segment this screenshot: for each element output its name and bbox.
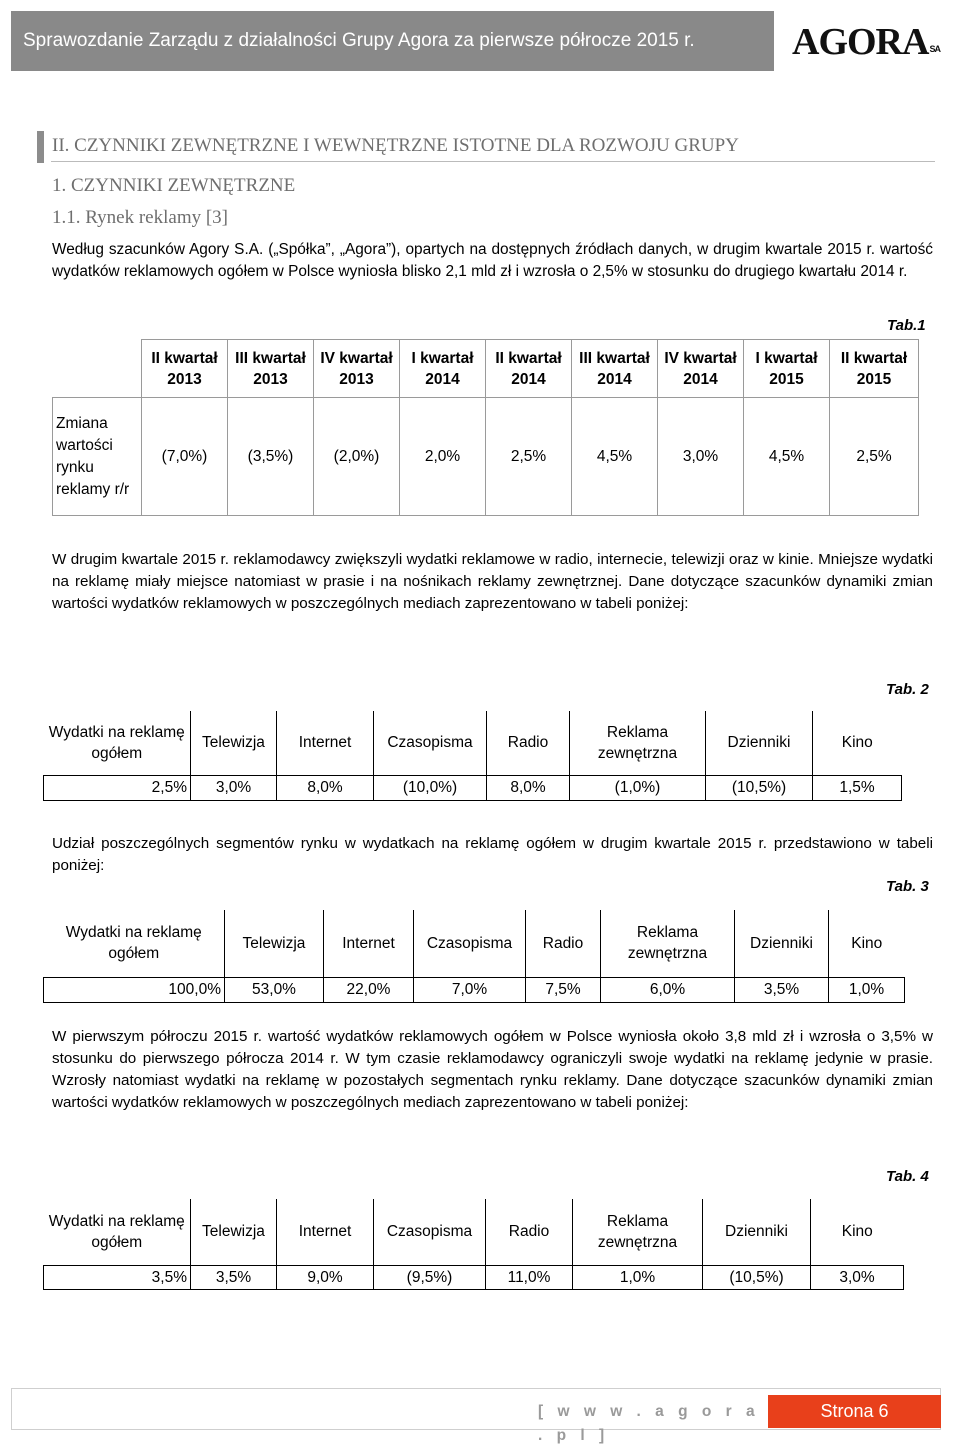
column-header: III kwartał 2013 — [228, 340, 314, 398]
page-number: Strona 6 — [768, 1395, 941, 1428]
paragraph-q2-media: W drugim kwartale 2015 r. reklamodawcy zwiększyli wydatki reklamowe w radio, internecie, telewizji oraz w kinie. Mniejsze wydatki na reklamę miały miejsce natomiast w prasie i na nośnikach reklamy zewnętrznej. Dane dotyczące szacunków dynamiki zmian wartości wydatków reklamowych w poszczególnych mediach zaprezentowano w tabeli poniżej: — [52, 551, 933, 612]
table-cell: (9,5%) — [374, 1265, 486, 1289]
column-header: Internet — [277, 711, 374, 775]
table-cell: 9,0% — [277, 1265, 374, 1289]
table-cell: 2,5% — [44, 775, 191, 800]
section-marker — [37, 131, 44, 163]
table-cell: 53,0% — [225, 977, 324, 1002]
table-cell: 1,0% — [829, 977, 905, 1002]
column-header: Dzienniki — [703, 1199, 811, 1265]
section-heading: II. CZYNNIKI ZEWNĘTRZNE I WEWNĘTRZNE ISTOTNE DLA ROZWOJU GRUPY — [52, 135, 739, 156]
corner-cell — [53, 340, 142, 398]
table-cell: 7,5% — [526, 977, 601, 1002]
column-header: Internet — [324, 910, 414, 977]
table-cell: 8,0% — [277, 775, 374, 800]
column-header: Dzienniki — [735, 910, 829, 977]
table-cell: 3,0% — [191, 775, 277, 800]
table-cell: (10,5%) — [706, 775, 813, 800]
table-cell: (2,0%) — [314, 398, 400, 516]
column-header: Dzienniki — [706, 711, 813, 775]
table-cell: 2,0% — [400, 398, 486, 516]
table-cell: 8,0% — [487, 775, 570, 800]
column-header: Kino — [829, 910, 905, 977]
table-cell: 4,5% — [744, 398, 830, 516]
table-cell: 3,5% — [44, 1265, 191, 1289]
column-header: Reklama zewnętrzna — [601, 910, 735, 977]
document-title: Sprawozdanie Zarządu z działalności Grupy Agora za pierwsze półrocze 2015 r. — [23, 30, 695, 51]
table-cell: 2,5% — [830, 398, 919, 516]
table-cell: 7,0% — [414, 977, 526, 1002]
table-cell: 3,5% — [735, 977, 829, 1002]
table-cell: 1,5% — [813, 775, 902, 800]
column-header: Radio — [487, 711, 570, 775]
table-cell: 3,5% — [191, 1265, 277, 1289]
table-cell: 3,0% — [658, 398, 744, 516]
logo-suffix: SA — [929, 44, 940, 54]
table-cell: (10,5%) — [703, 1265, 811, 1289]
agora-logo — [792, 21, 942, 63]
column-header: Internet — [277, 1199, 374, 1265]
table-cell: 100,0% — [44, 977, 225, 1002]
column-header: Czasopisma — [374, 1199, 486, 1265]
column-header: Telewizja — [191, 1199, 277, 1265]
table-media-dynamics-h1 — [43, 1199, 904, 1290]
column-header: III kwartał 2014 — [572, 340, 658, 398]
column-header: Reklama zewnętrzna — [570, 711, 706, 775]
column-header: Radio — [526, 910, 601, 977]
row-header: Zmiana wartości rynku reklamy r/r — [53, 398, 142, 516]
column-header: Kino — [813, 711, 902, 775]
column-header: Wydatki na reklamę ogółem — [44, 711, 191, 775]
section-divider — [51, 161, 935, 162]
table-cell: 3,0% — [811, 1265, 904, 1289]
column-header: II kwartał 2013 — [142, 340, 228, 398]
column-header: I kwartał 2015 — [744, 340, 830, 398]
paragraph-segment-share: Udział poszczególnych segmentów rynku w wydatkach na reklamę ogółem w drugim kwartale 2015 r. przedstawiono w tabeli poniżej: — [52, 835, 933, 874]
table-cell: 22,0% — [324, 977, 414, 1002]
column-header: Wydatki na reklamę ogółem — [44, 910, 225, 977]
table-media-dynamics-q2 — [43, 711, 902, 801]
column-header: Telewizja — [225, 910, 324, 977]
column-header: I kwartał 2014 — [400, 340, 486, 398]
subsection-heading: 1. CZYNNIKI ZEWNĘTRZNE — [52, 175, 296, 196]
table-cell: 11,0% — [486, 1265, 573, 1289]
column-header: II kwartał 2015 — [830, 340, 919, 398]
document-header — [11, 11, 774, 71]
table-market-change — [52, 339, 919, 516]
logo-text: AGORA — [792, 21, 929, 63]
column-header: II kwartał 2014 — [486, 340, 572, 398]
table-cell: (7,0%) — [142, 398, 228, 516]
footer-url[interactable]: [ w w w . a g o r a . p l ] — [538, 1403, 760, 1444]
table-label: Tab.1 — [887, 317, 926, 334]
paragraph-intro: Według szacunków Agory S.A. („Spółka”, „Agora”), opartych na dostępnych źródłach danych, w drugim kwartale 2015 r. wartość wydatków reklamowych ogółem w Polsce wyniosła blisko 2,1 mld zł i wzrosła o 2,5% w stosunku do drugiego kwartału 2014 r. — [52, 241, 933, 280]
column-header: Czasopisma — [374, 711, 487, 775]
table-label: Tab. 3 — [886, 878, 929, 895]
table-cell: 6,0% — [601, 977, 735, 1002]
table-label: Tab. 4 — [886, 1168, 929, 1185]
table-cell: (1,0%) — [570, 775, 706, 800]
table-segment-share-q2 — [43, 910, 905, 1003]
table-cell: 1,0% — [573, 1265, 703, 1289]
table-label: Tab. 2 — [886, 681, 929, 698]
table-cell: 2,5% — [486, 398, 572, 516]
column-header: IV kwartał 2014 — [658, 340, 744, 398]
column-header: Czasopisma — [414, 910, 526, 977]
column-header: Reklama zewnętrzna — [573, 1199, 703, 1265]
column-header: Telewizja — [191, 711, 277, 775]
table-cell: (3,5%) — [228, 398, 314, 516]
table-cell: (10,0%) — [374, 775, 487, 800]
subsection-heading-2: 1.1. Rynek reklamy [3] — [52, 207, 229, 228]
table-cell: 4,5% — [572, 398, 658, 516]
column-header: Wydatki na reklamę ogółem — [44, 1199, 191, 1265]
column-header: Radio — [486, 1199, 573, 1265]
column-header: Kino — [811, 1199, 904, 1265]
paragraph-h1: W pierwszym półroczu 2015 r. wartość wydatków reklamowych ogółem w Polsce wyniosła około 3,8 mld zł i wzrosła o 3,5% w stosunku do pierwszego półrocza 2014 r. W tym czasie reklamodawcy ograniczyli swoje wydatki na reklamę jedynie w prasie. Wzrosły natomiast wydatki na reklamę w pozostałych segmentach rynku reklamy. Dane dotyczące szacunków dynamiki zmian wartości wydatków reklamowych w poszczególnych mediach zaprezentowano w tabeli poniżej: — [52, 1028, 933, 1111]
column-header: IV kwartał 2013 — [314, 340, 400, 398]
